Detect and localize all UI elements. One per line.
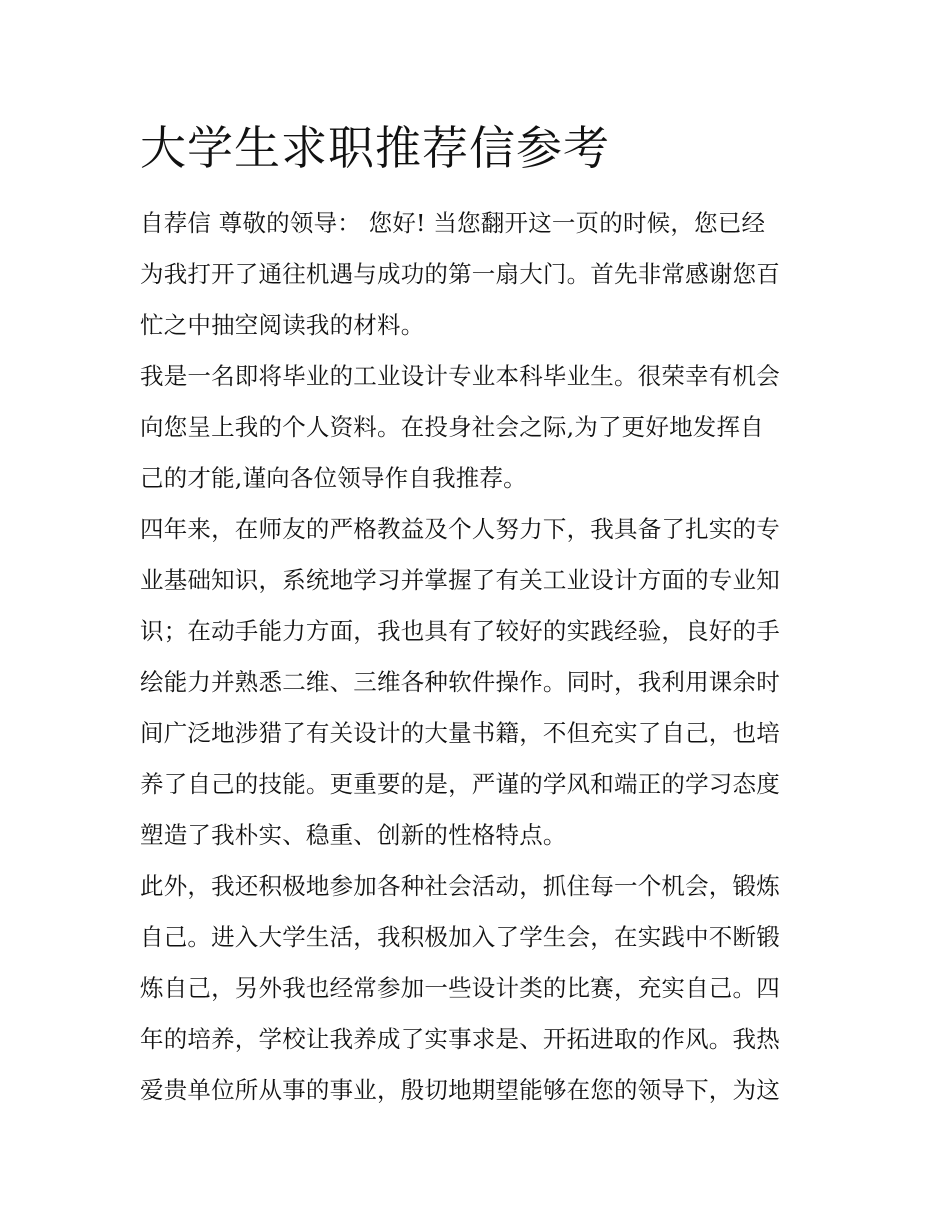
text-line: 向您呈上我的个人资料。在投身社会之际,为了更好地发挥自 xyxy=(140,413,764,441)
document-title: 大学生求职推荐信参考 xyxy=(140,121,610,175)
text-line: 此外，我还积极地参加各种社会活动，抓住每一个机会，锻炼 xyxy=(140,872,780,900)
text-line: 爱贵单位所从事的事业，殷切地期望能够在您的领导下，为这 xyxy=(140,1076,780,1104)
text-line: 养了自己的技能。更重要的是，严谨的学风和端正的学习态度 xyxy=(140,770,780,798)
letter-body xyxy=(140,198,820,1116)
text-line: 塑造了我朴实、稳重、创新的性格特点。 xyxy=(140,821,567,849)
text-line: 忙之中抽空阅读我的材料。 xyxy=(140,311,425,339)
text-line: 自荐信 尊敬的领导： 您好! 当您翻开这一页的时候，您已经 xyxy=(140,209,766,237)
text-line: 我是一名即将毕业的工业设计专业本科毕业生。很荣幸有机会 xyxy=(140,362,780,390)
text-line: 识；在动手能力方面，我也具有了较好的实践经验，良好的手 xyxy=(140,617,780,645)
text-line: 为我打开了通往机遇与成功的第一扇大门。首先非常感谢您百 xyxy=(140,260,780,288)
text-line: 间广泛地涉猎了有关设计的大量书籍，不但充实了自己，也培 xyxy=(140,719,780,747)
text-line: 四年来，在师友的严格教益及个人努力下，我具备了扎实的专 xyxy=(140,515,780,543)
text-line: 自己。进入大学生活，我积极加入了学生会，在实践中不断锻 xyxy=(140,923,780,951)
text-line: 己的才能,谨向各位领导作自我推荐。 xyxy=(140,464,527,492)
text-line: 业基础知识，系统地学习并掌握了有关工业设计方面的专业知 xyxy=(140,566,780,594)
text-line: 炼自己，另外我也经常参加一些设计类的比赛，充实自己。四 xyxy=(140,974,780,1002)
text-line: 绘能力并熟悉二维、三维各种软件操作。同时，我利用课余时 xyxy=(140,668,780,696)
text-line: 年的培养，学校让我养成了实事求是、开拓进取的作风。我热 xyxy=(140,1025,780,1053)
